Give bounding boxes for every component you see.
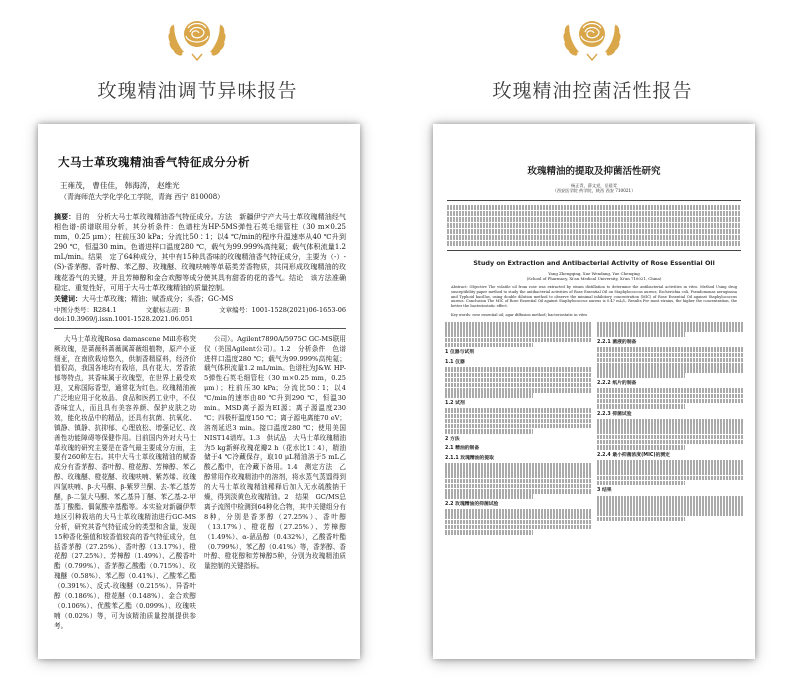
paper-doi: doi:10.3969/j.issn.1001-1528.2021.06.051 [54, 315, 346, 328]
body-column-2 [597, 321, 743, 621]
paper-title: 大马士革玫瑰精油香气特征成分分析 [58, 155, 250, 169]
report-title: 玫瑰精油控菌活性报告 [492, 80, 693, 102]
body-column-2 [204, 335, 346, 659]
section-heading: 3 结果 [597, 488, 612, 494]
section-heading: 2.2.1 菌液的制备 [597, 340, 637, 345]
paper-body [54, 335, 346, 659]
body-column-1 [445, 321, 591, 621]
section-heading: 1.1 仪器 [445, 359, 465, 365]
section-heading: 2.2.3 抑菌试验 [597, 411, 632, 417]
section-heading: 2.2.2 纸片的制备 [597, 381, 637, 386]
section-heading: 2.1.1 玫瑰精油的提取 [445, 455, 494, 461]
keywords-text: 大马士革玫瑰；精油；赋香成分；头香；GC-MS [82, 294, 234, 303]
paper-authors: 杨正青，薛文党，岳晨青 [570, 182, 618, 188]
paper-affiliation: （西安医学院 药学院，陕西 西安 710021） [552, 188, 636, 194]
paper-abstract [54, 212, 346, 293]
rose-laurel-badge-icon [559, 8, 625, 68]
section-heading: 1.2 试剂 [445, 400, 465, 406]
abstract-label: 摘要： [54, 212, 76, 221]
section-heading: 2.2.4 最小抑菌浓度(MIC)的测定 [597, 452, 670, 458]
paper-authors: 王雍茂， 曹佳佳， 韩海涛， 赵维光 [60, 180, 180, 190]
english-authors: Yang Zhengqing, Xue Wendang, Yue Chenqing [548, 270, 640, 276]
body-text: 大马士革玫瑰Rosa damascene Mill亦称突厥玫瑰，是蔷薇科蔷薇属蔷薇组植物，原产小亚细亚，在南欧栽培悠久，供制香精原料，经济价值很高，我国各地均有栽培，具有花大、芳香浓郁等特点，其香味属于玫瑰型，在世界上最受欢迎，又称国际香型，通常花为红色。玫瑰精油被广泛地应用于化妆品、食品和医药工业中，不仅香味宜人，而且具有美容养颜、保护皮肤之功效，能化妆品中的精品，还具有抗菌、抗氧化、镇静、镇静、抗抑郁、心理放松、增强记忆、改善性功能障碍等保健作用。目前国内外对大马士革玫瑰的研究主要是在香气最主要成分方面，主要有260种左右。其中大马士革玫瑰精油的赋香成分有香茅醇、香叶醇、橙花醇、芳樟醇、苯乙醇、玫瑰醚、橙花醚、玫瑰呋喃、紫苏烯、玫瑰四氢呋喃、β-大马酮、β-紫罗兰酮、去-苯乙基芳醚，β-二氢大马酮、苯乙基异丁醚、苯乙基-2-甲基丁酸酯、偶氮酸辛基酯等。本实验对新疆伊犁地区引种栽培的大马士革玫瑰精油进行GC-MS分析，研究其香气特征成分的类型和含量，发现15种香化强值和较香值较高的香气特征成分，包括香茅醇（27.25%）、香叶醇（13.17%）、橙花醇（27.25%）、芳樟醇（1.49%）、乙酸香叶酯（0.799%）、香茅醇乙酸酯（0.715%）、玫瑰醚（0.58%）、苯乙醇（0.41%）、乙酸苯乙酯（0.391%）、反式-玫瑰醚（0.215%）、异香叶醇（0.186%）、橙花醚（0.148%）、金合欢醇（0.106%）、优酸苯乙酯（0.099%）、玫瑰呋喃（0.02%）等，可为该精油质量控制提供参考。 [54, 334, 196, 630]
antibacterial-report-paper [433, 124, 755, 659]
keywords-label: 关键词： [54, 293, 82, 303]
body-column-1 [54, 335, 196, 659]
english-affiliation: (School of Pharmacy, Xi'an Medical University, Xi'an 710021, China) [526, 276, 662, 282]
paper-title: 玫瑰精油的提取及抑菌活性研究 [527, 166, 661, 177]
paper-affiliation: （青海师范大学化学化工学院，青海 西宁 810008） [60, 192, 225, 201]
paper-keywords [54, 294, 346, 304]
body-text: 公司）。Agilent7890A/5975C GC-MS联用仪（美国Agilent公司）。1.2 分析条件 色谱进样口温度280 ℃；载气为99.999%高纯氦；载气体积流量1.2 mL/min。色谱柱为J&W. HP-5弹性石英毛细管柱（30 m×0.25 mm，0.25 μm）；柱前压30 kPa；分流比50∶1；以4 ℃/min的速率由80 ℃升到290 ℃，恒温30 min。MSD离子源为EI源；离子源温度230 ℃；四极杆温度150 ℃；离子源电离能70 eV；溶剂延迟3 min。接口温度280 ℃；使用美国NIST14谱库。1.3 供试品 大马士革玫瑰精油为5 kg新鲜玫瑰花瓣2 h（花水比1∶4），精油储于4 ℃冷藏保存，取10 μL精油溶于5 mL乙酸乙酯中，在冷藏下备用。1.4 测定方法 乙醇常用作玫瑰精油中的溶剂，将水蒸气蒸馏得到的大马士革玫瑰精油稀释后加入无水硫酸钠干燥，得到淡黄色玫瑰精油。2 结果 GC/MS总离子流图中检测到64种化合物，其中关键组分有8种，分别是香茅醇（27.25%）、香叶醇（13.17%）、橙花醇（27.25%）、芳樟醇（1.49%）、α-蒎品醇（0.432%），乙酸香叶酯（0.799%），苯乙醇（0.41%）等，香茅醇、香叶醇、橙花醇和芳樟醇5种，分别为玫瑰精油质量控制的关键指标。 [204, 334, 346, 571]
article-number: 文章编号：1001-1528(2021)06-1653-06 [219, 305, 346, 314]
section-heading: 2 方法 [445, 436, 460, 442]
doc-code: 文献标志码：B [145, 305, 190, 314]
rose-laurel-badge-icon [164, 8, 230, 68]
english-title: Study on Extraction and Antibacterial Activity of Rose Essential Oil [473, 259, 715, 268]
english-abstract: Abstract: Objective The volatile oil from rose was extracted by steam distillation to determine the antibacterial activities in vitro. Method Using drug susceptibility paper method to study the antibacterial activities of Rose Essential Oil on Staphylococcus aureus, Escherichia coli, Pseudomonas aeruginosa and Typhoid bacillus, using double dilution method to observe the minimal inhibitory concentration (MIC) of Rose Essential Oil against Staphylococcus aureus. Conclusion The MIC of Rose Essential Oil against Staphylococcus aureus is 0.47 mL/L. Results For most strains, the higher the concentration, the better the bacteriostatic effect. [451, 285, 737, 309]
report-title: 玫瑰精油调节异味报告 [97, 80, 298, 102]
panel-antibacterial-report [395, 0, 790, 685]
clc-number: 中图分类号：R284.1 [54, 305, 117, 314]
section-heading: 1 仪器与试剂 [445, 350, 474, 356]
english-keywords: Key words: rose essential oil; agar diffusion method; bacteriostatic in vitro [451, 312, 588, 317]
odor-report-paper [38, 124, 360, 659]
section-heading: 2.1 精油的制备 [445, 446, 480, 452]
abstract-text: 目的 分析大马士革玫瑰精油香气特征成分。方法 新疆伊宁产大马士革玫瑰精油经气相色谱-质谱联用分析，其分析条件：色谱柱为HP-5MS弹性石英毛细管柱（30 m×0.25 mm，0.25 μm）；柱前压30 kPa；分流比50∶1；以4 ℃/min的程序升温速率从40 ℃升到290 ℃，恒温30 min。色谱进样口温度280 ℃，载气为99.999%高纯氦；载气体积流量1.2 mL/min。结果 定了64种成分，其中有15种具香味的玫瑰精油香气特征成分，主要为（-）-(S)-香茅醇、香叶醇、苯乙醇、玫瑰醚、玫瑰呋喃等单萜类芳香物质，共同形成玫瑰精油的玫瑰花香气的关键，并且芳樟醇和金合欢醇等成分使其具有甜香的花的香气。结论 该方法准确稳定、重复性好，可用于大马士革玫瑰精油的质量控制。 [54, 212, 346, 292]
section-heading: 2.2 玫瑰精油的抑菌试验 [445, 501, 499, 507]
chinese-abstract-block [447, 200, 741, 251]
paper-body [445, 321, 743, 621]
paper-meta [54, 306, 346, 315]
